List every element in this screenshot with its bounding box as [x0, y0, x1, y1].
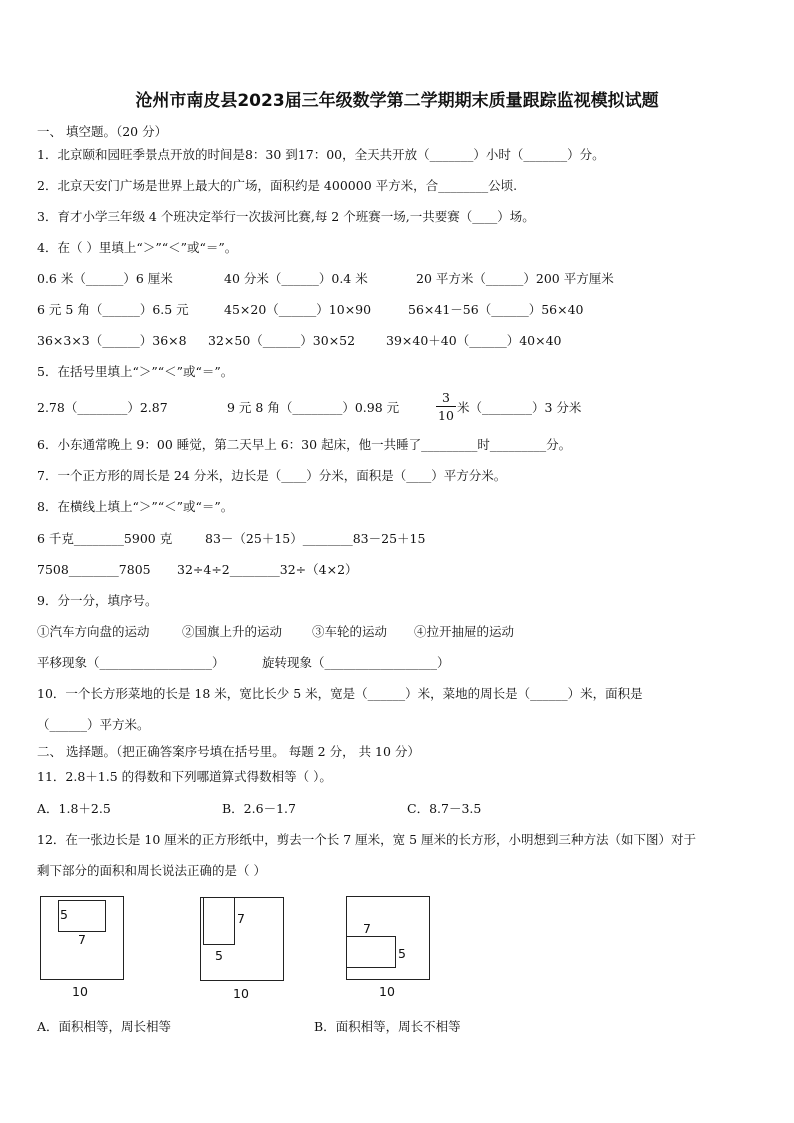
fraction-numerator: 3: [442, 390, 450, 405]
q4-item: 40 分米（______）0.4 米: [224, 271, 368, 286]
fraction-bar: [436, 406, 456, 407]
page-title: 沧州市南皮县2023届三年级数学第二学期期末质量跟踪监视模拟试题: [135, 91, 659, 111]
label-length: 7: [363, 921, 371, 936]
question-7: 7．一个正方形的周长是 24 分米，边长是（____）分米，面积是（____）平方分米。: [37, 468, 507, 483]
section2-heading: 二、 选择题。（把正确答案序号填在括号里。 每题 2 分， 共 10 分）: [37, 744, 420, 759]
q4-item: 0.6 米（______）6 厘米: [37, 271, 173, 286]
cut-rectangle: [203, 897, 235, 945]
question-10-line2: （______）平方米。: [37, 717, 150, 732]
q8-item: 83－（25＋15）________83－25＋15: [205, 531, 426, 546]
q9-option: ③车轮的运动: [312, 624, 388, 639]
cut-rectangle: [346, 936, 396, 968]
q8-item: 6 千克________5900 克: [37, 531, 173, 546]
q4-item: 6 元 5 角（______）6.5 元: [37, 302, 189, 317]
q4-item: 45×20（______）10×90: [224, 302, 372, 317]
question-6: 6．小东通常晚上 9：00 睡觉，第二天早上 6：30 起床，他一共睡了_________时_________分。: [37, 437, 572, 452]
label-side: 10: [233, 986, 249, 1001]
q4-item: 56×41－56（______）56×40: [408, 302, 584, 317]
fraction-3-10: [436, 390, 456, 423]
q9-option: ①汽车方向盘的运动: [37, 624, 150, 639]
question-9-stem: 9．分一分，填序号。: [37, 593, 158, 608]
label-side: 10: [72, 984, 88, 999]
q4-item: 32×50（______）30×52: [208, 333, 356, 348]
q5-item: 9 元 8 角（________）0.98 元: [227, 400, 400, 415]
section1-heading: 一、 填空题。（20 分）: [37, 124, 168, 139]
q9-rotation: 旋转现象（__________________）: [262, 655, 450, 670]
q8-item: 7508________7805: [37, 562, 151, 577]
question-4-stem: 4．在（ ）里填上“＞”“＜”或“＝”。: [37, 240, 238, 255]
q9-translation: 平移现象（__________________）: [37, 655, 225, 670]
q5-item: 2.78（________）2.87: [37, 400, 168, 415]
question-11-stem: 11．2.8＋1.5 的得数和下列哪道算式得数相等（ ）。: [37, 769, 332, 784]
q11-option-b: B．2.6－1.7: [222, 801, 296, 816]
label-length: 7: [78, 932, 86, 947]
label-length: 7: [237, 911, 245, 926]
q11-option-a: A．1.8＋2.5: [37, 801, 111, 816]
q12-option-a: A．面积相等，周长相等: [37, 1019, 172, 1034]
question-10-line1: 10．一个长方形菜地的长是 18 米，宽比长少 5 米，宽是（______）米，菜地的周长是（______）米，面积是: [37, 686, 643, 701]
q9-option: ②国旗上升的运动: [182, 624, 283, 639]
question-5-stem: 5．在括号里填上“＞”“＜”或“＝”。: [37, 364, 234, 379]
question-8-stem: 8．在横线上填上“＞”“＜”或“＝”。: [37, 499, 234, 514]
question-12-line2: 剩下部分的面积和周长说法正确的是（ ）: [37, 863, 266, 878]
q8-item: 32÷4÷2________32÷（4×2）: [177, 562, 358, 577]
q12-option-b: B．面积相等，周长不相等: [314, 1019, 461, 1034]
q5-item: 米（________）3 分米: [457, 400, 582, 415]
q4-item: 20 平方米（______）200 平方厘米: [416, 271, 614, 286]
question-2: 2．北京天安门广场是世界上最大的广场，面积约是 400000 平方米，合________公顷.: [37, 178, 518, 193]
label-width: 5: [60, 907, 68, 922]
label-width: 5: [398, 946, 406, 961]
question-12-line1: 12．在一张边长是 10 厘米的正方形纸中，剪去一个长 7 厘米，宽 5 厘米的长方形，小明想到三种方法（如下图）对于: [37, 832, 697, 847]
label-side: 10: [379, 984, 395, 999]
q4-item: 36×3×3（______）36×8: [37, 333, 187, 348]
q9-option: ④拉开抽屉的运动: [414, 624, 515, 639]
q11-option-c: C．8.7－3.5: [407, 801, 482, 816]
fraction-denominator: 10: [438, 408, 454, 423]
label-width: 5: [215, 948, 223, 963]
question-3: 3．育才小学三年级 4 个班决定举行一次拔河比赛,每 2 个班赛一场,一共要赛（____）场。: [37, 209, 535, 224]
question-1: 1．北京颐和园旺季景点开放的时间是8：30 到17：00，全天共开放（_______）小时（_______）分。: [37, 147, 605, 162]
q4-item: 39×40＋40（______）40×40: [386, 333, 562, 348]
